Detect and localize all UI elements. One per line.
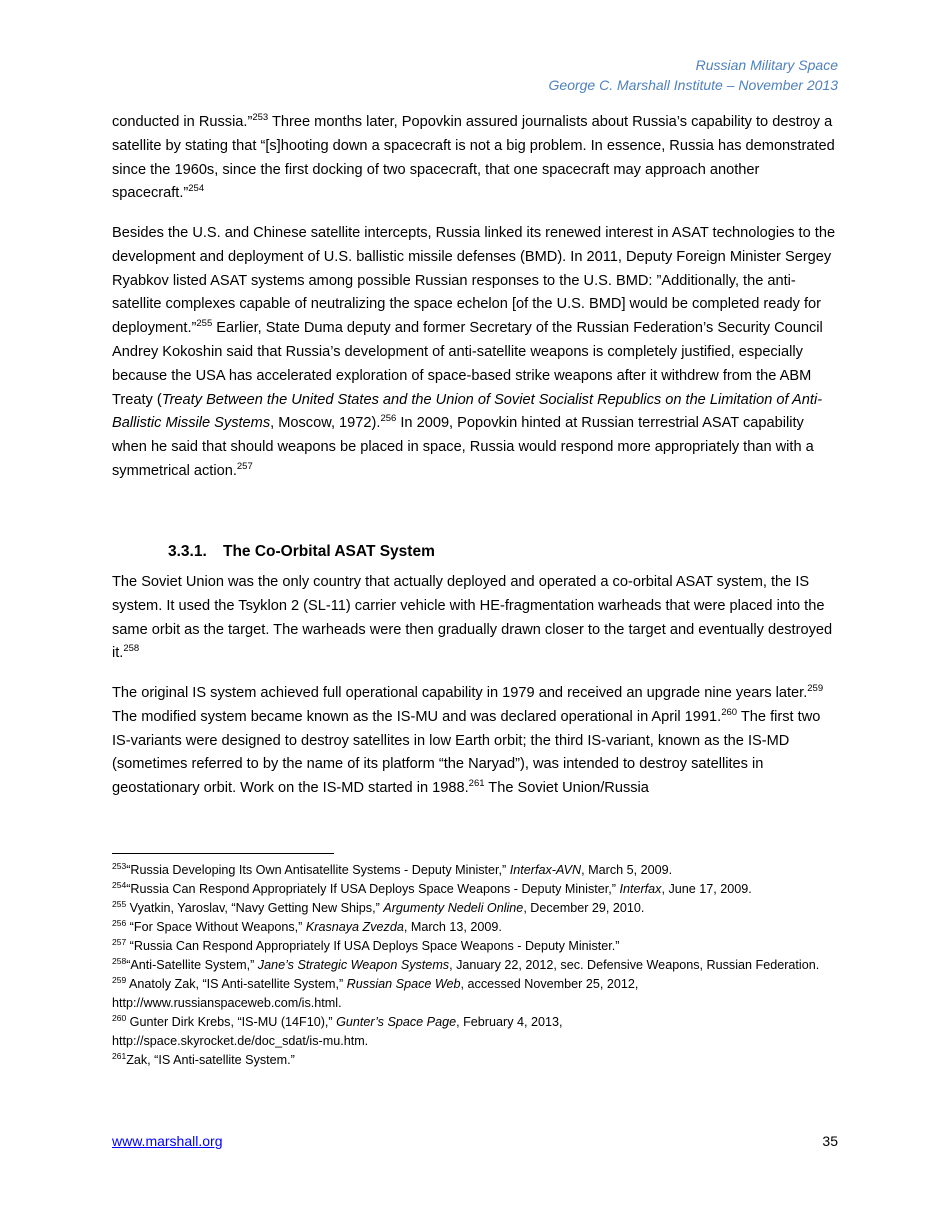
section-heading [168,543,435,561]
footnote-separator [112,853,334,854]
paragraph-1: conducted in Russia.”$^{253}$ Three months later, Popovkin assured journalists about Russia’s capability to destroy a satellite by stating that “[s]hooting down a spacecraft is not a big problem. In essence, Russia has demonstrated since the 1960s, since the first docking of two spacecraft, that one spacecraft may approach another spacecraft.”$^{254}$ [112,112,835,202]
paragraph-2: Besides the U.S. and Chinese satellite intercepts, Russia linked its renewed interest in ASAT technologies to the development and deployment of U.S. ballistic missile defenses (BMD). In 2011, Deputy Foreign Minister Sergey Ryabkov listed ASAT systems among possible Russian responses to the U.S. BMD: ”Additionally, the anti-satellite complexes capable of neutralizing the space echelon [of the U.S. BMD] would be completed ready for deployment.”$^{255}$ Earlier, State Duma deputy and former Secretary of the Russian Federation’s Security Council Andrey Kokoshin said that Russia’s development of anti-satellite weapons is completely justified, especially because the USA has accelerated exploration of space-based strike weapons after it withdrew from the ABM Treaty (Treaty Between the United States and the Union of Soviet Socialist Republics on the Limitation of Anti-Ballistic Missile Systems, Moscow, 1972).$^{256}$ In 2009, Popovkin hinted at Russian terrestrial ASAT capability when he said that should weapons be placed in space, Russia would respond more appropriately than with a symmetrical action.$^{257}$ [112,225,836,479]
section-title: The Co-Orbital ASAT System [223,543,435,560]
footnote-ref-257: 257 [236,460,253,472]
footnote-261: $^{261}$Zak, “IS Anti-satellite System.” [112,1051,295,1067]
footnote-258: $^{258}$“Anti-Satellite System,” Jane’s Strategic Weapon Systems, January 22, 2012, sec. Defensive Weapons, Russian Federation. [112,956,820,972]
section-number: 3.3.1. [168,543,207,560]
footnote-260-url: http://space.skyrocket.de/doc_sdat/is-mu.htm. [112,1034,369,1048]
footnote-ref-253: 253 [252,112,269,123]
footnote-ref-258: 258 [123,643,140,655]
footnote-256: $^{256}$ “For Space Without Weapons,” Krasnaya Zvezda, March 13, 2009. [112,918,502,934]
treaty-title: Treaty Between the United States and the Union of Soviet Socialist Republics on the Limitation of Anti-Ballistic Missile Systems [112,391,823,432]
footnote-259-url: http://www.russianspaceweb.com/is.html. [112,996,342,1010]
footnote-ref-259: 259 [807,683,824,694]
footnote-ref-255: 255 [196,318,213,330]
running-header [549,55,838,95]
footnote-255: $^{255}$ Vyatkin, Yaroslav, “Navy Getting New Ships,” Argumenty Nedeli Online, December 29, 2010. [112,899,645,915]
footnote-253: $^{253}$“Russia Developing Its Own Antisatellite Systems - Deputy Minister,” Interfax-AVN, March 5, 2009. [112,861,673,877]
website-link[interactable]: www.marshall.org [112,1133,223,1149]
footnotes [112,861,838,1070]
header-subtitle: George C. Marshall Institute – November 2013 [548,77,838,93]
footnote-254: $^{254}$“Russia Can Respond Appropriately If USA Deploys Space Weapons - Deputy Minister,” Interfax, June 17, 2009. [112,880,752,896]
footnote-257: $^{257}$ “Russia Can Respond Appropriately If USA Deploys Space Weapons - Deputy Minister.” [112,937,620,953]
footnote-ref-256: 256 [380,413,397,425]
page-number: 35 [822,1133,838,1149]
footnote-ref-260: 260 [721,706,738,718]
paragraph-3: The Soviet Union was the only country that actually deployed and operated a co-orbital ASAT system, the IS system. It used the Tsyklon 2 (SL-11) carrier vehicle with HE-fragmentation warheads that were placed into the same orbit as the target. The warheads were then gradually drawn closer to the target and eventually destroyed it.$^{258}$ [112,574,833,662]
footnote-259: $^{259}$ Anatoly Zak, “IS Anti-satellite System,” Russian Space Web, accessed November 25, 2012, http://www.russianspaceweb.com/is.html. [112,975,639,1010]
footnote-ref-261: 261 [468,778,485,790]
paragraph-4: The original IS system achieved full operational capability in 1979 and received an upgrade nine years later.$^{259}$ The modified system became known as the IS-MU and was declared operational in April 1991.$^{260}$ The first two IS-variants were designed to destroy satellites in low Earth orbit; the third IS-variant, known as the IS-MD (sometimes referred to by the name of its platform “the Naryad”), was intended to destroy satellites in geostationary orbit. Work on the IS-MD started in 1988.$^{261}$ The Soviet Union/Russia [112,683,824,797]
footnote-ref-254: 254 [188,183,205,195]
header-title: Russian Military Space [695,57,838,73]
footnote-260: $^{260}$ Gunter Dirk Krebs, “IS-MU (14F10),” Gunter’s Space Page, February 4, 2013, http://space.skyrocket.de/doc_sdat/is-mu.htm. [112,1013,563,1048]
